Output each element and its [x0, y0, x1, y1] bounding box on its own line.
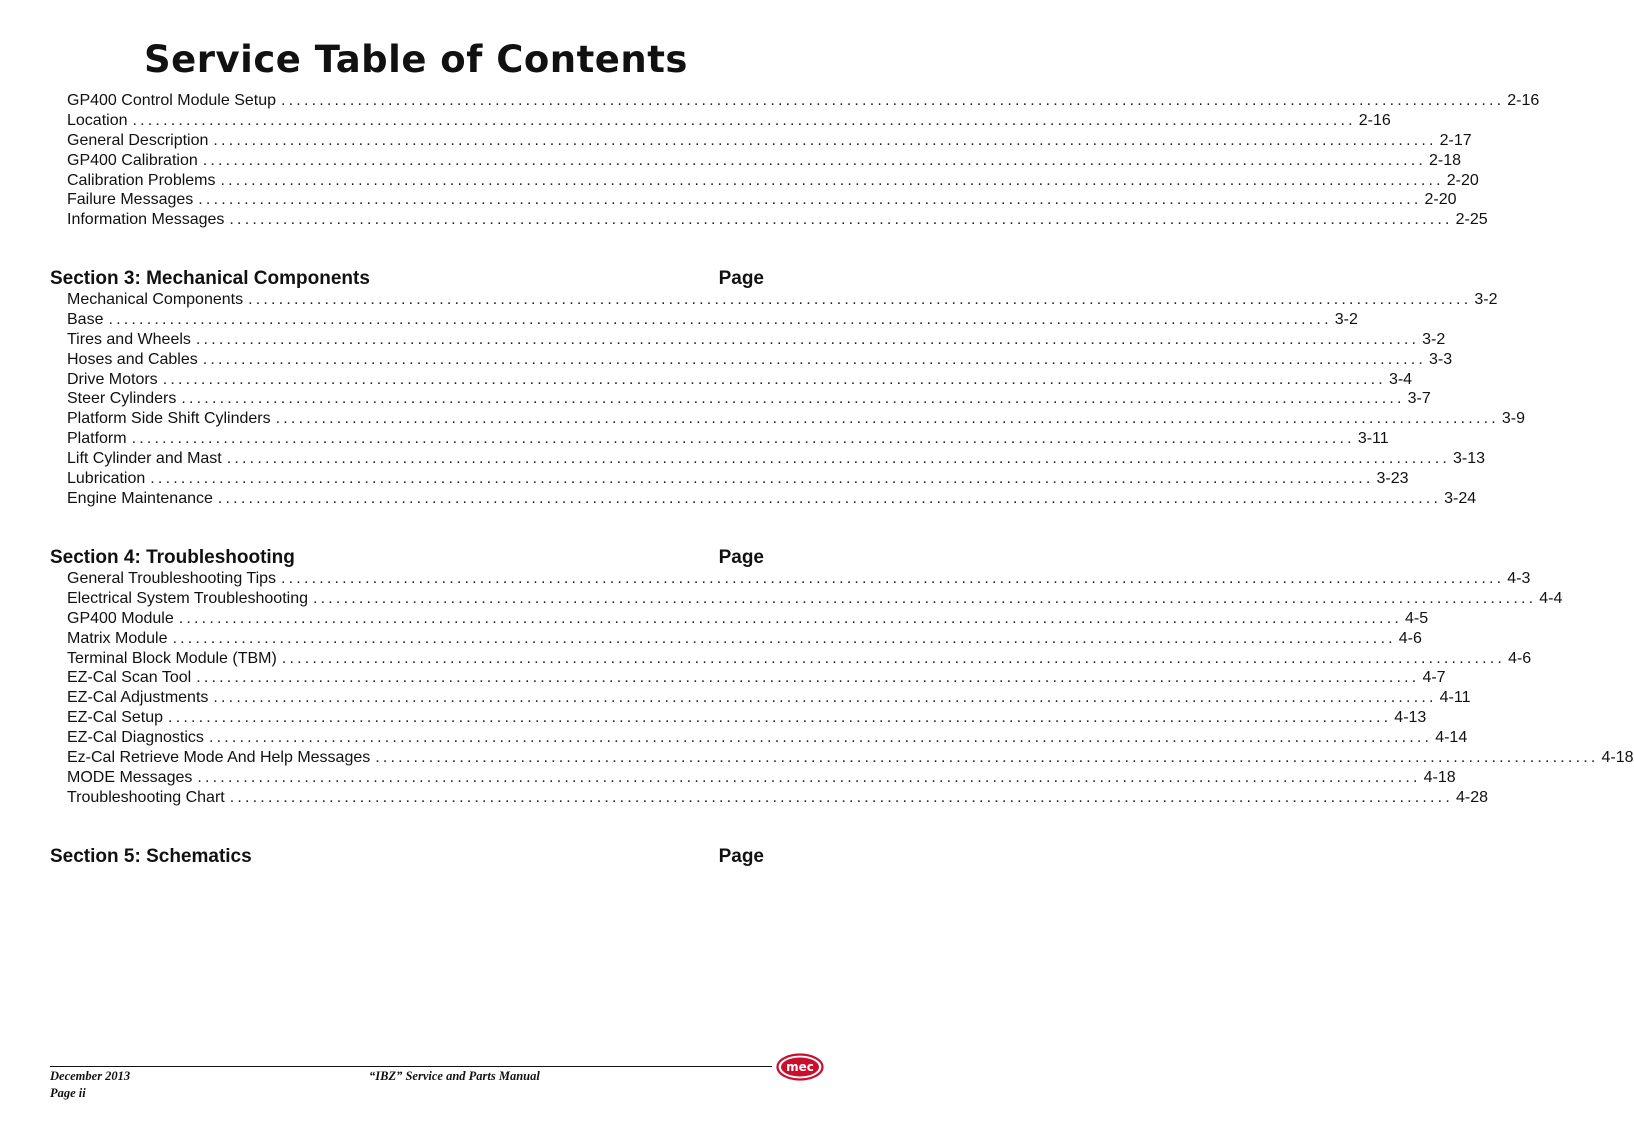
section-title: Section 3: Mechanical Components	[50, 268, 370, 289]
toc-entry[interactable]	[50, 350, 1453, 370]
toc-entry-page: 3-13	[1452, 450, 1486, 468]
toc-entry[interactable]	[50, 190, 1457, 210]
toc-entry[interactable]	[50, 489, 1477, 509]
toc-entry[interactable]	[50, 290, 1498, 310]
toc-entry[interactable]	[50, 788, 1488, 808]
toc-entry-page: 3-11	[1357, 430, 1389, 448]
toc-entry-page: 2-20	[1424, 191, 1457, 209]
dot-leader: ................................................................................................................................................................	[198, 191, 1422, 209]
dot-leader: ................................................................................................................................................................	[195, 330, 1420, 348]
toc-entry[interactable]	[50, 91, 1540, 111]
dot-leader: ................................................................................................................................................................	[213, 131, 1437, 149]
toc-entry-page: 3-24	[1444, 489, 1477, 507]
footer-page-number: Page ii	[50, 1086, 86, 1100]
toc-entry[interactable]	[50, 409, 1526, 429]
dot-leader: ................................................................................................................................................................	[275, 410, 1499, 428]
toc-entry-page: 4-28	[1455, 788, 1488, 806]
footer-rule	[50, 1066, 772, 1067]
toc-entry-label: MODE Messages	[67, 768, 193, 786]
toc-entry-label: Steer Cylinders	[67, 390, 177, 408]
toc-entry[interactable]	[50, 768, 1456, 788]
toc-entry-page: 4-18	[1423, 768, 1456, 786]
toc-entry-page: 3-2	[1334, 310, 1358, 328]
dot-leader: ................................................................................................................................................................	[108, 310, 1332, 328]
toc-entry-label: Terminal Block Module (TBM)	[67, 649, 277, 667]
dot-leader: ................................................................................................................................................................	[220, 171, 1444, 189]
toc-entry-page: 4-5	[1404, 609, 1429, 627]
dot-leader: ................................................................................................................................................................	[229, 788, 1453, 806]
toc-entry-label: Lubrication	[67, 470, 146, 488]
toc-entry[interactable]	[50, 449, 1486, 469]
dot-leader: ................................................................................................................................................................	[226, 450, 1450, 468]
toc-entry-page: 3-2	[1474, 291, 1498, 308]
dot-leader: ................................................................................................................................................................	[375, 749, 1599, 767]
dot-leader: ................................................................................................................................................................	[213, 689, 1437, 707]
toc-entry-label: General Troubleshooting Tips	[67, 570, 277, 587]
toc-entry-label: Platform Side Shift Cylinders	[67, 410, 271, 428]
toc-intro-list	[50, 91, 1540, 230]
toc-entry-label: Troubleshooting Chart	[67, 788, 225, 806]
toc-entry[interactable]	[50, 330, 1446, 350]
toc-entry[interactable]	[50, 688, 1471, 708]
dot-leader: ................................................................................................................................................................	[132, 111, 1356, 129]
mec-logo-icon	[776, 1053, 824, 1081]
toc-entry-page: 2-16	[1358, 111, 1391, 129]
toc-entry-label: Platform	[67, 430, 127, 448]
toc-entry-label: Information Messages	[67, 211, 225, 229]
dot-leader: ................................................................................................................................................................	[196, 669, 1420, 687]
toc-entry-label: Ez-Cal Retrieve Mode And Help Messages	[67, 749, 371, 767]
toc-entry-label: Mechanical Components	[67, 291, 244, 308]
toc-entry-label: EZ-Cal Diagnostics	[67, 729, 204, 747]
toc-entry[interactable]	[50, 210, 1488, 230]
section-title: Section 5: Schematics	[50, 846, 252, 867]
page-title: Service Table of Contents	[144, 38, 688, 81]
dot-leader: ................................................................................................................................................................	[281, 649, 1506, 667]
toc-section-4	[50, 546, 1634, 808]
dot-leader: ................................................................................................................................................................	[248, 291, 1472, 308]
toc-entry-label: Base	[67, 310, 104, 328]
section-page-label: Page	[718, 846, 764, 867]
toc-entry-page: 4-3	[1507, 570, 1531, 587]
footer-manual-title: “IBZ” Service and Parts Manual	[369, 1069, 540, 1083]
toc-entry[interactable]	[50, 629, 1422, 649]
toc-entry-label: GP400 Control Module Setup	[67, 92, 277, 109]
toc-entry-page: 2-16	[1507, 92, 1540, 109]
toc-entry-page: 3-7	[1407, 390, 1431, 408]
dot-leader: ................................................................................................................................................................	[181, 390, 1405, 408]
toc-entry-page: 4-4	[1539, 589, 1563, 607]
toc-entry-page: 4-14	[1435, 729, 1468, 747]
toc-entry-page: 4-6	[1398, 629, 1422, 647]
logo-text: mec	[786, 1060, 814, 1075]
toc-entry[interactable]	[50, 649, 1532, 669]
dot-leader: ................................................................................................................................................................	[281, 92, 1505, 109]
toc-entry[interactable]	[50, 131, 1472, 151]
toc-entry[interactable]	[50, 469, 1409, 489]
toc-entry[interactable]	[50, 151, 1462, 171]
dot-leader: ................................................................................................................................................................	[150, 470, 1374, 488]
dot-leader: ................................................................................................................................................................	[229, 211, 1453, 229]
toc-entry-page: 4-6	[1508, 649, 1532, 667]
toc-entry-page: 4-18	[1601, 749, 1634, 767]
toc-entry-page: 4-11	[1439, 689, 1471, 707]
toc-entry-label: Matrix Module	[67, 629, 168, 647]
toc-entry[interactable]	[50, 748, 1634, 768]
toc-entry[interactable]	[50, 171, 1479, 191]
toc-entry-label: General Description	[67, 131, 209, 149]
dot-leader: ................................................................................................................................................................	[131, 430, 1355, 448]
dot-leader: ................................................................................................................................................................	[217, 489, 1442, 507]
toc-entry[interactable]	[50, 589, 1563, 609]
toc-section-5	[50, 845, 764, 868]
toc-entry-page: 3-9	[1501, 410, 1526, 428]
dot-leader: ................................................................................................................................................................	[178, 609, 1402, 627]
toc-entry-label: Tires and Wheels	[67, 330, 191, 348]
toc-entry[interactable]	[50, 310, 1358, 330]
toc-entry[interactable]	[50, 111, 1391, 131]
toc-section-3	[50, 267, 1526, 509]
section-heading	[50, 845, 764, 868]
toc-entry-page: 4-13	[1394, 709, 1427, 727]
toc-entry-page: 3-3	[1429, 350, 1453, 368]
dot-leader: ................................................................................................................................................................	[202, 350, 1426, 368]
toc-entry-label: EZ-Cal Adjustments	[67, 689, 209, 707]
toc-entry[interactable]	[50, 429, 1389, 449]
toc-entry-label: Calibration Problems	[67, 171, 216, 189]
toc-entry[interactable]	[50, 708, 1427, 728]
toc-entry-label: GP400 Module	[67, 609, 174, 627]
toc-entry-page: 2-18	[1429, 151, 1462, 169]
toc-entry[interactable]	[50, 609, 1429, 629]
footer-date: December 2013	[50, 1069, 131, 1083]
toc-entry-label: EZ-Cal Setup	[67, 709, 164, 727]
section-heading	[50, 267, 764, 290]
dot-leader: ................................................................................................................................................................	[202, 151, 1426, 169]
section-page-label: Page	[718, 268, 764, 289]
dot-leader: ................................................................................................................................................................	[313, 589, 1537, 607]
toc-entry-page: 2-25	[1455, 211, 1488, 229]
toc-entry-page: 2-17	[1439, 131, 1472, 149]
toc-entry-page: 2-20	[1446, 171, 1479, 189]
toc-entry-label: Lift Cylinder and Mast	[67, 450, 222, 468]
dot-leader: ................................................................................................................................................................	[168, 709, 1392, 727]
dot-leader: ................................................................................................................................................................	[281, 570, 1505, 587]
dot-leader: ................................................................................................................................................................	[197, 768, 1421, 786]
section-page-label: Page	[718, 547, 764, 568]
toc-entry[interactable]	[50, 728, 1468, 748]
toc-entry[interactable]	[50, 370, 1413, 390]
toc-entry-page: 3-4	[1388, 370, 1413, 388]
dot-leader: ................................................................................................................................................................	[208, 729, 1433, 747]
toc-entry-page: 3-2	[1422, 330, 1446, 348]
toc-entry-label: Drive Motors	[67, 370, 158, 388]
section-heading	[50, 546, 764, 569]
toc-entry-label: GP400 Calibration	[67, 151, 198, 169]
dot-leader: ................................................................................................................................................................	[162, 370, 1386, 388]
toc-entry[interactable]	[50, 668, 1446, 688]
toc-entry-page: 3-23	[1376, 470, 1409, 488]
toc-entry-label: Failure Messages	[67, 191, 194, 209]
toc-entry-label: Electrical System Troubleshooting	[67, 589, 308, 607]
toc-entry-label: Location	[67, 111, 128, 129]
toc-entry[interactable]	[50, 569, 1531, 589]
section-title: Section 4: Troubleshooting	[50, 547, 295, 568]
toc-entry[interactable]	[50, 389, 1431, 409]
dot-leader: ................................................................................................................................................................	[172, 629, 1396, 647]
toc-entry-label: EZ-Cal Scan Tool	[67, 669, 192, 687]
toc-entry-label: Engine Maintenance	[67, 489, 213, 507]
toc-entry-label: Hoses and Cables	[67, 350, 198, 368]
toc-entry-page: 4-7	[1422, 669, 1446, 687]
